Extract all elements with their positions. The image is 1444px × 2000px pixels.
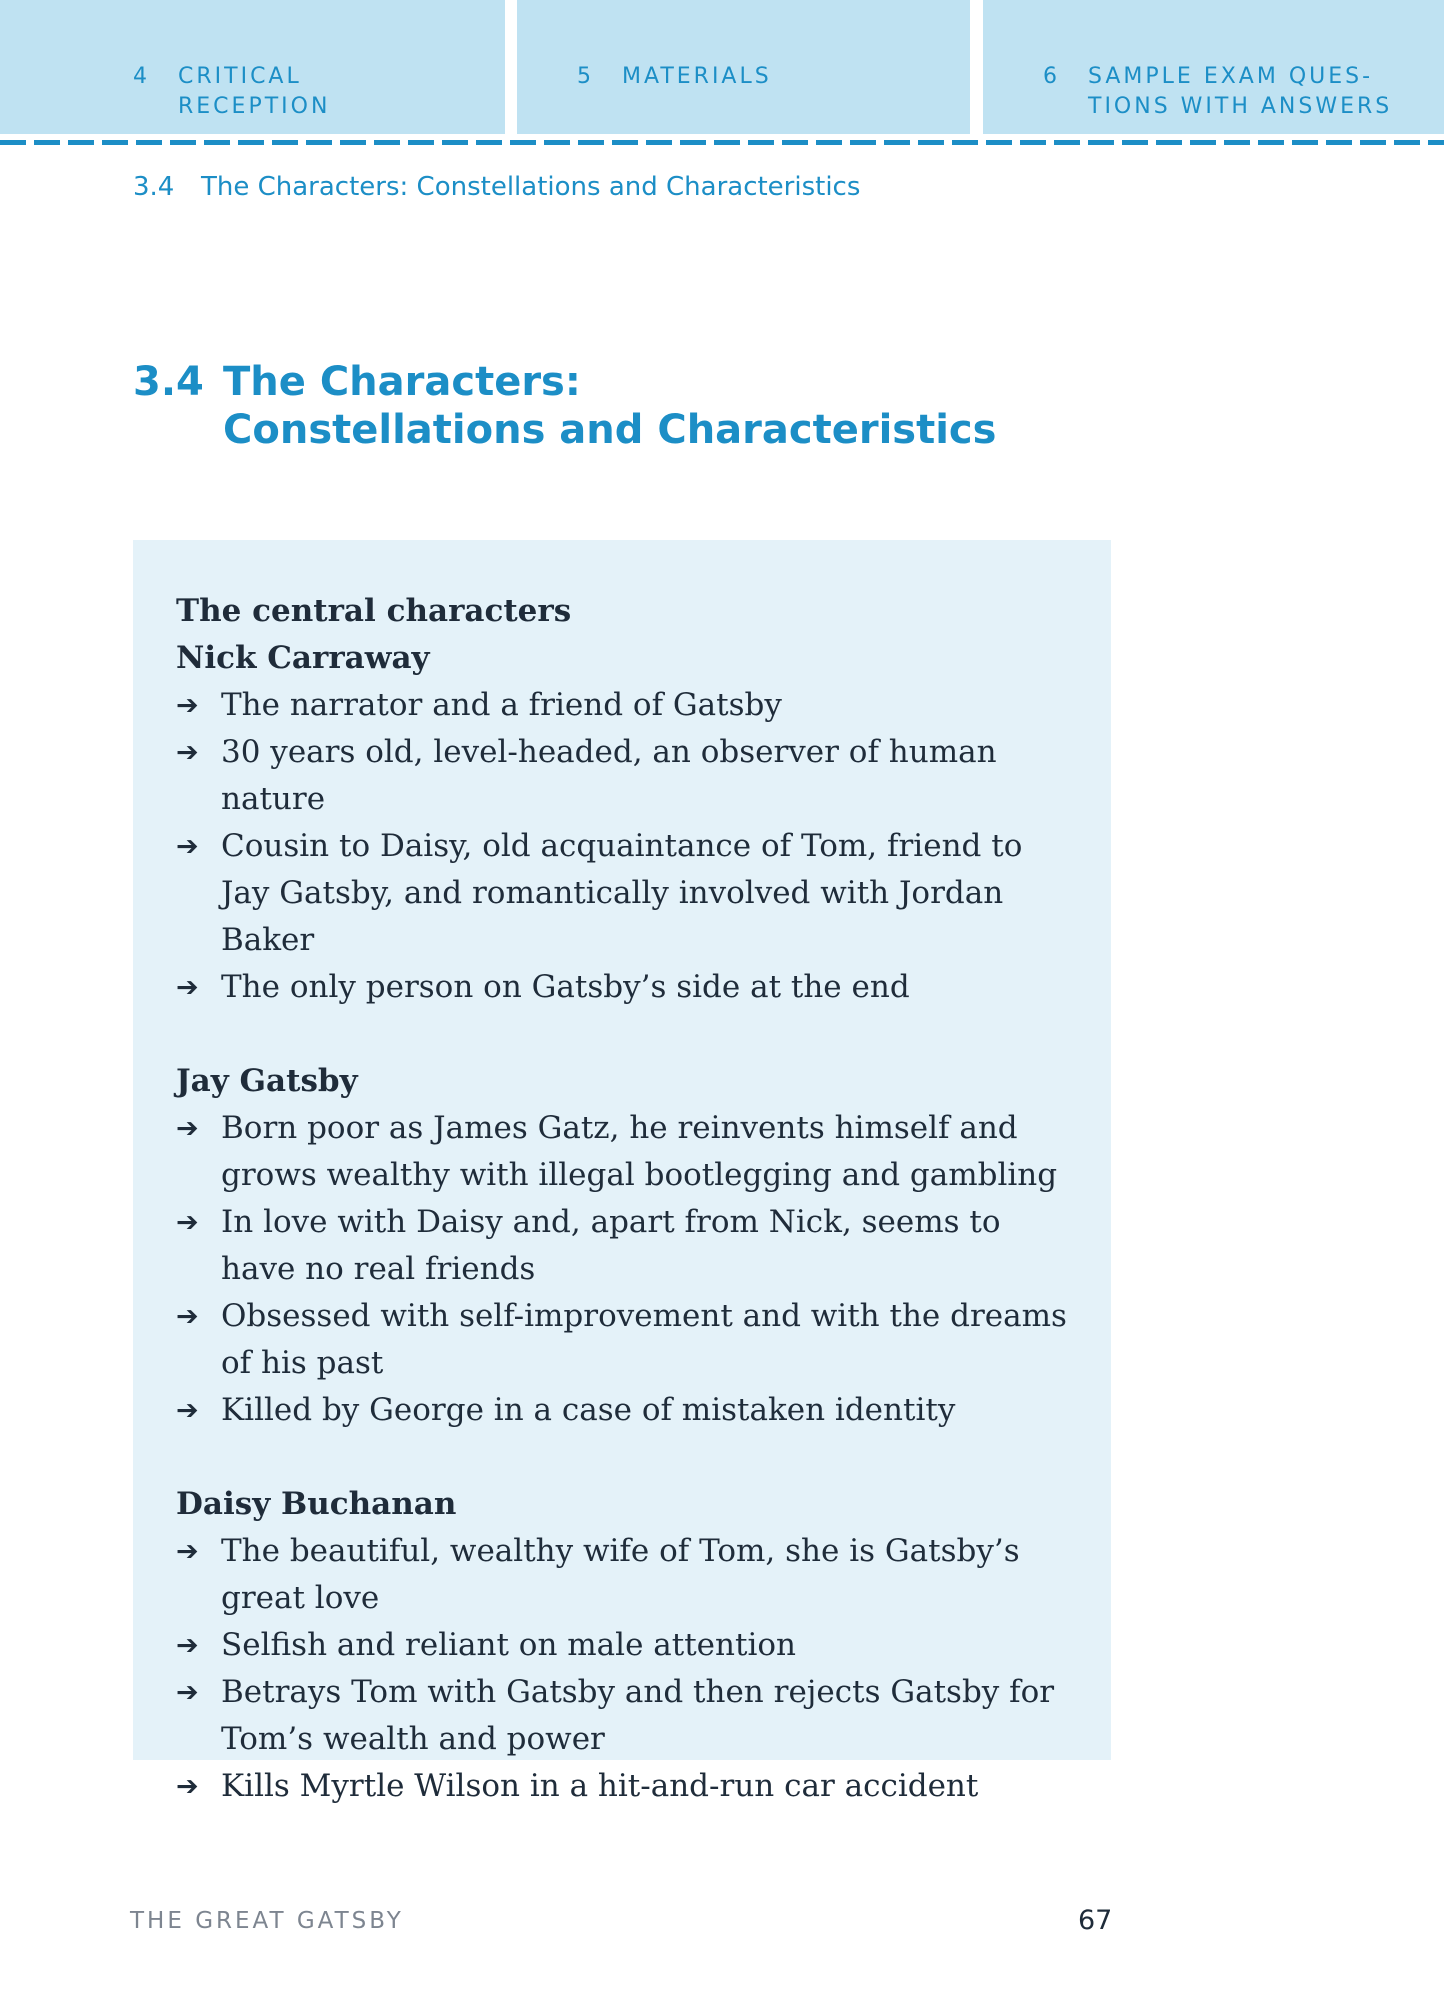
list-item	[176, 682, 1071, 729]
section-title	[133, 358, 996, 454]
list-item	[176, 964, 1071, 1011]
list-item-text: The only person on Gatsby’s side at the end	[221, 969, 910, 1005]
section-title-text: The Characters: Constellations and Characteristics	[223, 359, 997, 453]
list-item-text: Killed by George in a case of mistaken identity	[221, 1392, 956, 1428]
footer-book-title: THE GREAT GATSBY	[130, 1908, 404, 1934]
list-item-text: Cousin to Daisy, old acquaintance of Tom, friend to Jay Gatsby, and romantically involved with Jordan Baker	[221, 828, 1023, 958]
list-item	[176, 1669, 1071, 1763]
tab-label: SAMPLE EXAM QUES- TIONS WITH ANSWERS	[1088, 64, 1393, 119]
list-item	[176, 1105, 1071, 1199]
arrow-right-icon: ➔	[176, 737, 199, 768]
page-number: 67	[1078, 1905, 1113, 1936]
character-group	[176, 1058, 1071, 1434]
arrow-right-icon: ➔	[176, 1301, 199, 1332]
tab-materials[interactable]	[517, 0, 970, 134]
list-item-text: Kills Myrtle Wilson in a hit-and-run car accident	[221, 1768, 979, 1804]
list-item	[176, 729, 1071, 823]
characters-box	[133, 540, 1111, 1804]
list-item-text: 30 years old, level-headed, an observer of human nature	[221, 734, 997, 817]
arrow-right-icon: ➔	[176, 1113, 199, 1144]
list-item-text: The beautiful, wealthy wife of Tom, she is Gatsby’s great love	[221, 1533, 1020, 1616]
list-item-text: Betrays Tom with Gatsby and then rejects Gatsby for Tom’s wealth and power	[221, 1674, 1055, 1757]
tab-sample-exam-questions[interactable]	[983, 0, 1444, 134]
chapter-tabs	[0, 0, 1444, 136]
dashed-divider	[0, 140, 1444, 145]
list-item	[176, 823, 1071, 964]
tab-number: 6	[1043, 64, 1060, 89]
character-points	[176, 682, 1071, 1011]
box-heading: The central characters	[176, 593, 572, 629]
arrow-right-icon: ➔	[176, 831, 199, 862]
character-groups	[176, 635, 1071, 1810]
running-header-number: 3.4	[133, 172, 175, 202]
tab-label: CRITICAL RECEPTION	[178, 64, 331, 119]
arrow-right-icon: ➔	[176, 690, 199, 721]
character-points	[176, 1528, 1071, 1810]
section-number: 3.4	[133, 359, 204, 405]
character-group	[176, 1481, 1071, 1810]
character-name: Nick Carraway	[176, 640, 430, 676]
tab-critical-reception[interactable]	[0, 0, 505, 134]
tab-number: 5	[577, 64, 594, 89]
list-item	[176, 1293, 1071, 1387]
list-item-text: Selfish and reliant on male attention	[221, 1627, 796, 1663]
tab-label: MATERIALS	[622, 64, 772, 89]
arrow-right-icon: ➔	[176, 1630, 199, 1661]
character-name: Daisy Buchanan	[176, 1486, 457, 1522]
arrow-right-icon: ➔	[176, 1395, 199, 1426]
list-item	[176, 1763, 1071, 1810]
list-item	[176, 1199, 1071, 1293]
arrow-right-icon: ➔	[176, 1771, 199, 1802]
running-header	[133, 172, 860, 202]
character-group	[176, 635, 1071, 1011]
character-points	[176, 1105, 1071, 1434]
list-item	[176, 1622, 1071, 1669]
list-item-text: Born poor as James Gatz, he reinvents himself and grows wealthy with illegal bootlegging and gambling	[221, 1110, 1058, 1193]
arrow-right-icon: ➔	[176, 1677, 199, 1708]
list-item-text: In love with Daisy and, apart from Nick, seems to have no real friends	[221, 1204, 1001, 1287]
arrow-right-icon: ➔	[176, 972, 199, 1003]
tab-number: 4	[133, 64, 150, 89]
list-item-text: The narrator and a friend of Gatsby	[221, 687, 782, 723]
list-item	[176, 1387, 1071, 1434]
running-header-title: The Characters: Constellations and Characteristics	[201, 172, 861, 202]
arrow-right-icon: ➔	[176, 1536, 199, 1567]
list-item	[176, 1528, 1071, 1622]
list-item-text: Obsessed with self-improvement and with the dreams of his past	[221, 1298, 1067, 1381]
character-name: Jay Gatsby	[176, 1063, 358, 1099]
arrow-right-icon: ➔	[176, 1207, 199, 1238]
